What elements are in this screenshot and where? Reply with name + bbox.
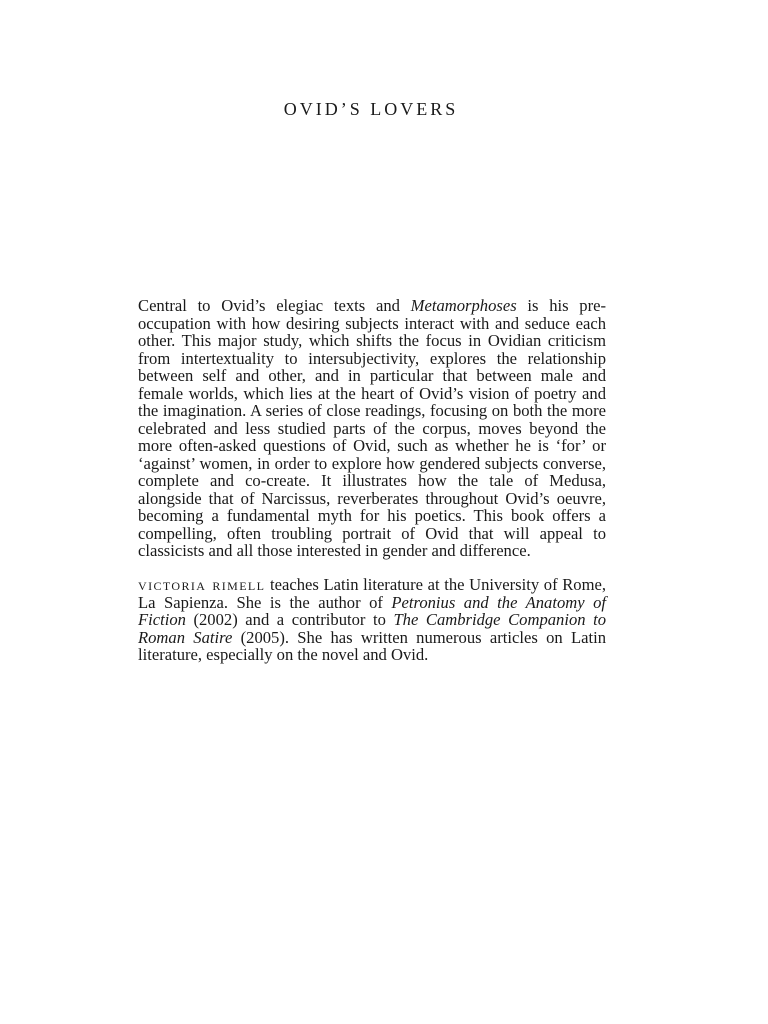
- book-title-cambridge-companion: The Cambridge Companion to Roman Satire: [138, 610, 606, 647]
- author-bio-text-1: teaches Latin literature at the University of Rome, La Sapienza. She is the author of: [138, 575, 607, 612]
- work-title-metamorphoses: Metamorphoses: [410, 296, 517, 315]
- page-title: OVID’S LOVERS: [283, 99, 459, 119]
- book-description: [138, 297, 606, 560]
- description-text-start: Central to Ovid’s elegiac texts and: [138, 296, 411, 315]
- author-bio-text-3: (2005). She has written numerous articles on Latin literature, especially on the novel and Ovid.: [138, 627, 606, 664]
- book-title-petronius: Petronius and the Anatomy of Fiction: [138, 592, 606, 629]
- author-bio-text-2: (2002) and a contributor to: [185, 610, 394, 629]
- author-bio: [138, 576, 606, 664]
- author-name: victoria rimell: [138, 575, 266, 594]
- description-text-end: is his pre-occupation with how desiring subjects interact with and seduce each other. This major study, which shifts the focus in Ovidian criticism from intertextuality to intersubjectivity, explores the relationship between self and other, and in particular that between male and female worlds, which lies at the heart of Ovid’s vision of poetry and the imagination. A series of close readings, focusing on both the more celebrated and less studied parts of the corpus, moves beyond the more often-asked questions of Ovid, such as whether he is ‘for’ or ‘against’ women, in order to explore how gendered subjects converse, complete and co-create. It illustrates how the tale of Medusa, alongside that of Narcissus, reverberates throughout Ovid’s oeuvre, becoming a fundamental myth for his poetics. This book offers a compelling, often troubling portrait of Ovid that will appeal to classicists and all those interested in gender and difference.: [138, 296, 607, 560]
